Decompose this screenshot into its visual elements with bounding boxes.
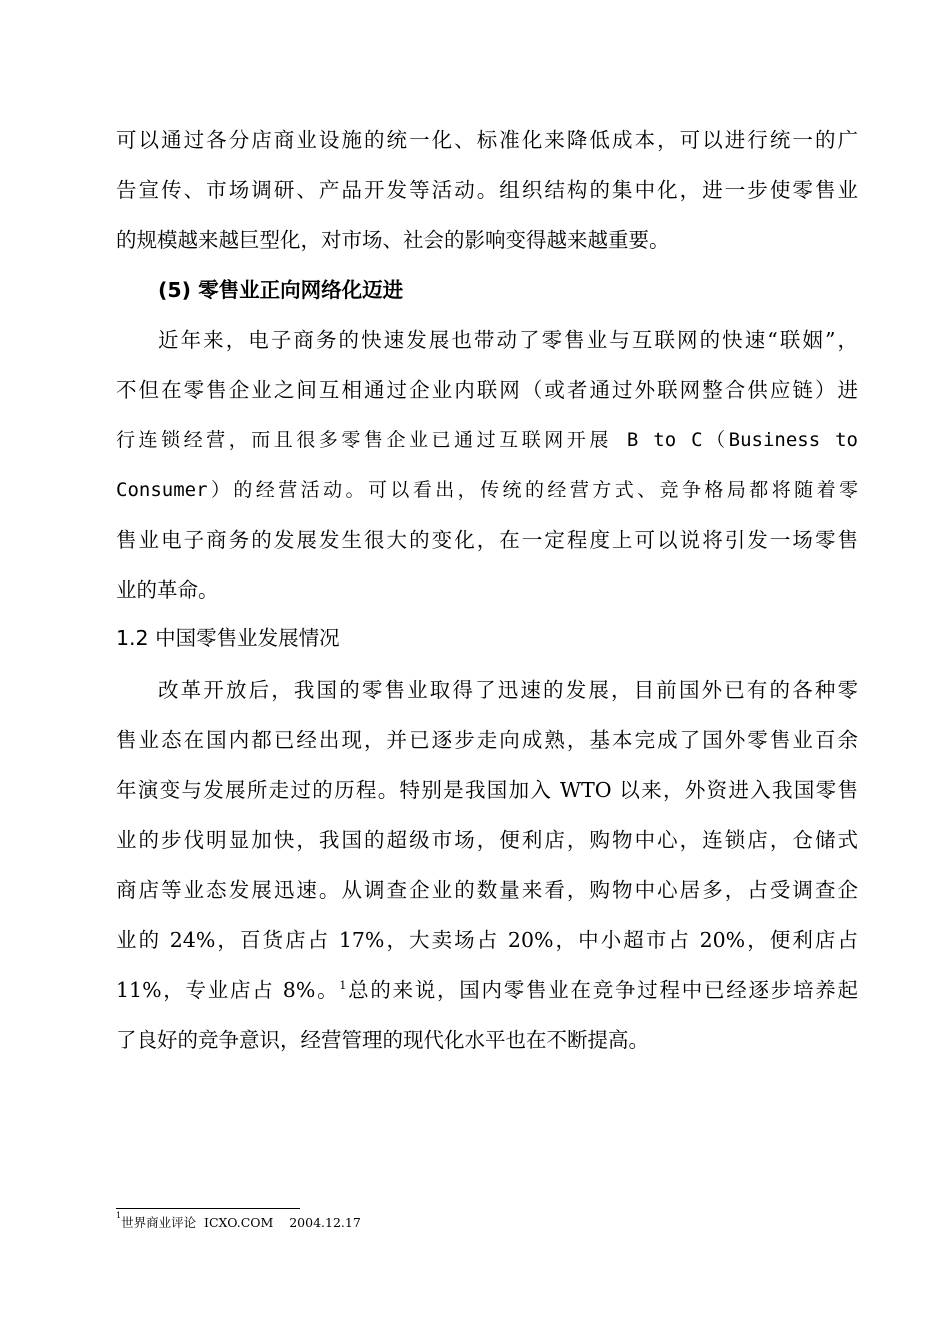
subheading: (5) 零售业正向网络化迈进	[158, 278, 404, 302]
paragraph-line: 业的革命。	[116, 578, 219, 602]
paragraph-line: 年演变与发展所走过的历程。特别是我国加入 WTO 以来，外资进入我国零售	[116, 778, 858, 802]
footnote-reference[interactable]: 1	[339, 979, 347, 992]
footnote-separator	[116, 1208, 300, 1209]
paragraph-line: 可以通过各分店商业设施的统一化、标准化来降低成本，可以进行统一的广	[116, 128, 858, 152]
paragraph-line: 行连锁经营，而且很多零售企业已通过互联网开展 B to C（Business to	[116, 429, 858, 451]
paragraph-line: 售业态在国内都已经出现，并已逐步走向成熟，基本完成了国外零售业百余	[116, 728, 858, 752]
paragraph-line: 告宣传、市场调研、产品开发等活动。组织结构的集中化，进一步使零售业	[116, 178, 858, 202]
paragraph-text: 11%，专业店占 8%。	[116, 978, 340, 1002]
paragraph-line: 近年来，电子商务的快速发展也带动了零售业与互联网的快速“联姻”，	[158, 328, 858, 352]
paragraph-line: Consumer）的经营活动。可以看出，传统的经营方式、竞争格局都将随着零	[116, 479, 858, 501]
paragraph-line: 商店等业态发展迅速。从调查企业的数量来看，购物中心居多，占受调查企	[116, 878, 858, 902]
paragraph-line: 不但在零售企业之间互相通过企业内联网（或者通过外联网整合供应链）进	[116, 378, 858, 402]
paragraph-text: 总的来说，国内零售业在竞争过程中已经逐步培养起	[346, 978, 858, 1002]
footnote-text: 世界商业评论 ICXO.COM 2004.12.17	[121, 1215, 361, 1230]
footnote	[116, 1213, 361, 1231]
section-heading: 1.2 中国零售业发展情况	[116, 626, 340, 650]
paragraph-line: 业的 24%，百货店占 17%，大卖场占 20%，中小超市占 20%，便利店占	[116, 928, 858, 952]
paragraph-line: 了良好的竞争意识，经营管理的现代化水平也在不断提高。	[116, 1028, 649, 1052]
paragraph-line: 改革开放后，我国的零售业取得了迅速的发展，目前国外已有的各种零	[158, 678, 858, 702]
paragraph-line: 业的步伐明显加快，我国的超级市场，便利店，购物中心，连锁店，仓储式	[116, 828, 858, 852]
paragraph-line: 的规模越来越巨型化，对市场、社会的影响变得越来越重要。	[116, 228, 670, 252]
paragraph-line: 售业电子商务的发展发生很大的变化，在一定程度上可以说将引发一场零售	[116, 528, 858, 552]
footnote-marker: 1	[116, 1211, 122, 1220]
paragraph-line-with-footnote	[116, 976, 858, 1004]
